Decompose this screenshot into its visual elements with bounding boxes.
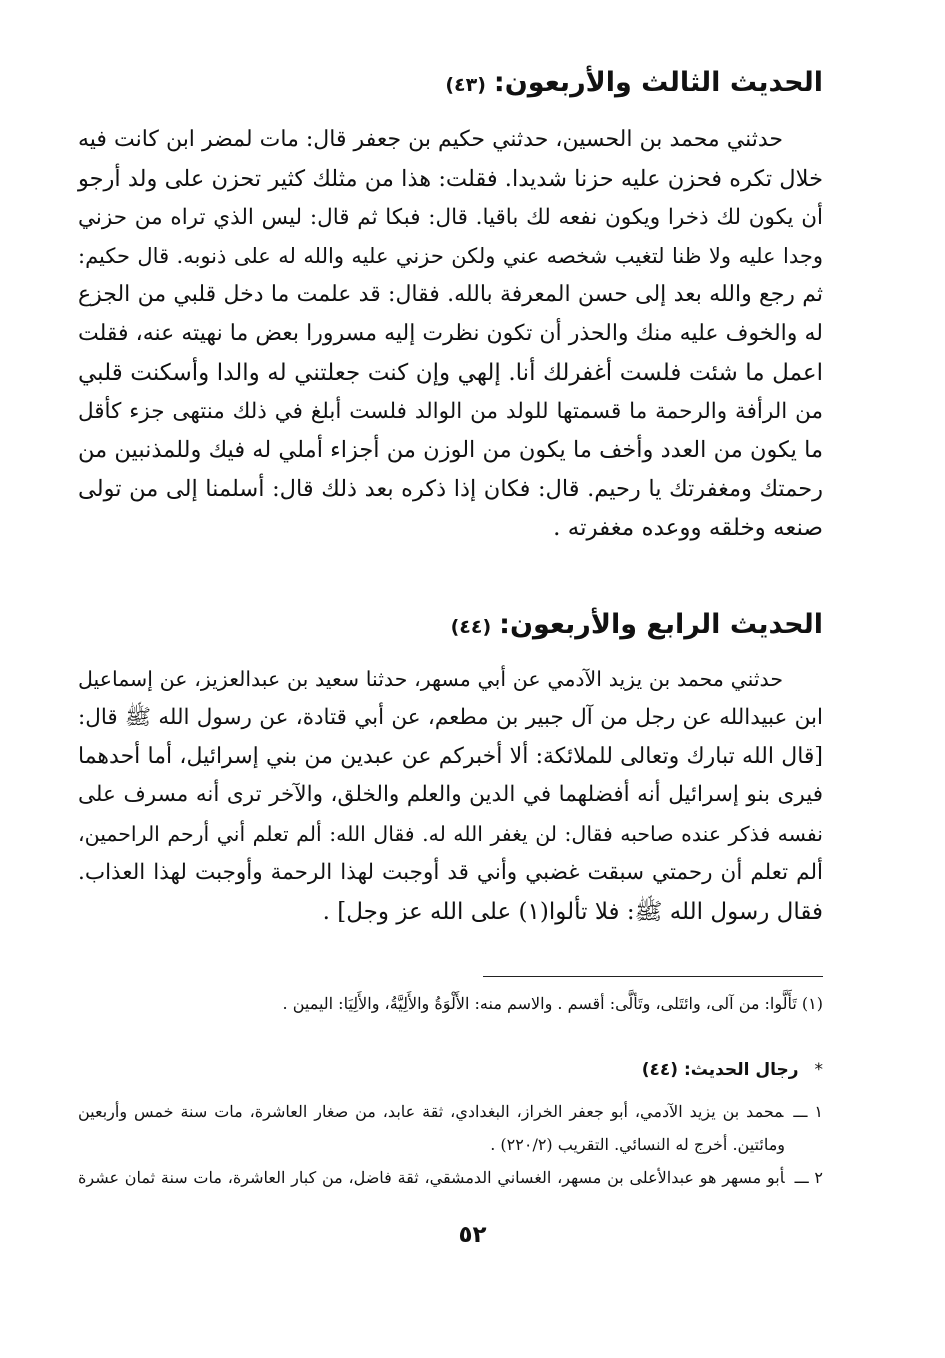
footnote-divider (483, 976, 823, 977)
hadith-44-title: الحديث الرابع والأربعون: (499, 609, 823, 640)
text-line: حدثني محمد بن يزيد الآدمي عن أبي مسهر، حدثنا سعيد بن عبدالعزيز، عن إسماعيل (78, 667, 783, 691)
narrator-text: أبو مسهر هو عبدالأعلى بن مسهر، الغساني الدمشقي، ثقة فاضل، من كبار العاشرة، مات سنة ثمان عشرة (78, 1168, 785, 1187)
text-line: له والخوف عليه منك والحذر أن تكون نظرت إليه مسرورا بعض ما نهيته عنه، فقلت (78, 320, 823, 346)
hadith-44-text (78, 660, 823, 932)
hadith-43-heading (123, 66, 823, 102)
narrator-marker: ١ ـــ (793, 1102, 824, 1121)
text-line: خلال تكره فحزن عليه حزنا شديدا. فقلت: هذا من مثلك كثير تحزن على ولد أرجو (78, 165, 823, 192)
text-line: ابن عبيدالله عن رجل من آل جبير بن مطعم، عن أبي قتادة، عن رسول الله ﷺ قال: (78, 704, 823, 730)
text-line: ألم تعلم أن رحمتي سبقت غضبي وأني قد أوجبت لهذا الرحمة وأوجبت لهذا العذاب. (78, 859, 823, 885)
text-line: اعمل ما شئت فلست أغفرلك أنا. إلهي وإن كنت جعلتني له والدا وأسكنت قلبي (78, 359, 823, 386)
narrators-heading (78, 1058, 823, 1082)
footnote-1: (١) تَأَلَّوا: من آلى، وائتَلى، وتَألَّى: أقسم . والاسم منه: الأَلْوَةُ والأَلِيَّةُ، والأَلِيَا: اليمين . (282, 994, 823, 1013)
star-marker: * (814, 1060, 823, 1080)
text-line: فقال رسول الله ﷺ: فلا تألوا(١) على الله عز وجل] . (322, 898, 823, 925)
text-line: فيرى بنو إسرائيل أنه أفضلهما في الدين والعلم والخلق، والآخر ترى أنه مسرف على (78, 782, 823, 808)
narrator-item (78, 1161, 823, 1194)
text-line: ما يكون من العدد وأخف ما يكون من الوزن من أجزاء أملي له فيك وللمذنبين من (78, 437, 823, 464)
text-line: وجدا عليه ولا ظنا لتغيب شخصه عني ولكن حزني عليه والله له على ذنوبه. قال حكيم: (78, 244, 823, 269)
narrator-line (78, 1161, 823, 1194)
hadith-44-number: (٤٤) (450, 616, 492, 638)
narrator-marker: ٢ ـــ (794, 1168, 824, 1187)
hadith-43-title: الحديث الثالث والأربعون: (493, 67, 823, 98)
text-line: صنعه وخلقه ووعده مغفرته . (553, 514, 823, 541)
hadith-44-heading (123, 608, 823, 644)
text-line: من الرأفة والرحمة ما قسمتها للولد من الوالد فلست أبلغ في ذلك منتهى جزء كأقل (78, 398, 823, 424)
text-line: ثم رجع والله بعد إلى حسن المعرفة بالله. فقال: قد علمت ما دخل قلبي من الجزع (78, 282, 823, 308)
text-line: رحمتك ومغفرتك يا رحيم. قال: فكان إذا ذكره بعد ذلك قال: أسلمنا إلى من تولى (78, 476, 823, 503)
hadith-43-number: (٤٣) (445, 74, 486, 96)
text-line: حدثني محمد بن الحسين، حدثني حكيم بن جعفر قال: مات لمضر ابن كانت فيه (78, 127, 783, 152)
narrators-title: رجال الحديث: (٤٤) (641, 1060, 799, 1080)
page-number: ٥٢ (458, 1222, 487, 1248)
text-line: نفسه فذكر عنده صاحبه فقال: لن يغفر الله له. فقال الله: ألم تعلم أني أرحم الراحمين، (78, 822, 823, 847)
narrator-item (78, 1095, 823, 1161)
text-line: [قال الله تبارك وتعالى للملائكة: ألا أخبركم عن عبدين من بني إسرائيل، أما أحدهما (78, 743, 823, 769)
narrator-text: محمد بن يزيد الآدمي، أبو جعفر الخراز، البغدادي، ثقة عابد، من صغار العاشرة، مات سنة خمس وأربعين (78, 1102, 784, 1121)
narrator-line: ومائتين. أخرج له النسائي. التقريب (٢٢٠/٢) . (490, 1135, 785, 1154)
narrator-line (78, 1095, 823, 1128)
text-line: أن يكون لك ذخرا ويكون نفعه لك باقيا. قال: فبكا ثم قال: ليس الذي تراه من حزني (78, 204, 823, 230)
hadith-43-text (78, 121, 823, 548)
